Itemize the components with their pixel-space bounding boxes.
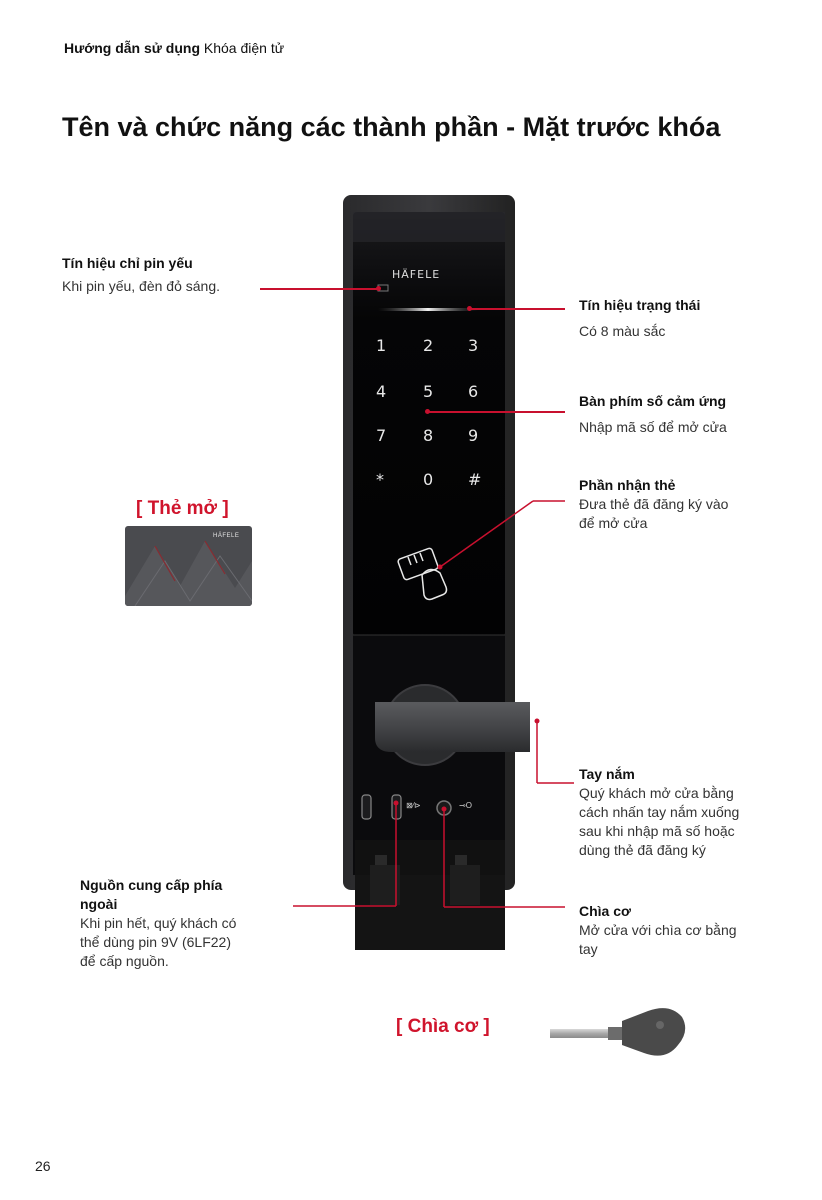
header-rest: Khóa điện tử [203, 40, 285, 56]
label-power [80, 876, 280, 971]
key-6[interactable]: 6 [468, 382, 479, 401]
key-1[interactable]: 1 [376, 336, 387, 355]
label-power-desc-2: thể dùng pin 9V (6LF22) [80, 934, 231, 950]
label-power-desc-3: để cấp nguồn. [80, 953, 169, 969]
label-key-desc-2: tay [579, 941, 598, 957]
lock-brand: HÄFELE [392, 268, 441, 281]
key-0[interactable]: 0 [423, 470, 434, 489]
leader-dot-battery [376, 286, 381, 291]
access-card [125, 526, 252, 606]
key-9[interactable]: 9 [468, 426, 479, 445]
keypad-grid [365, 330, 485, 500]
label-key-title: Chìa cơ [579, 903, 631, 919]
card-brand: HÄFELE [213, 533, 240, 539]
label-power-title-2: ngoài [80, 896, 118, 912]
card-caption: [ Thẻ mở ] [136, 498, 229, 519]
leader-dot-keypad [425, 409, 430, 414]
label-power-title-1: Nguồn cung cấp phía [80, 877, 223, 893]
page-title: Tên và chức năng các thành phần - Mặt trước khóa [62, 112, 721, 142]
label-status-title: Tín hiệu trạng thái [579, 297, 701, 313]
label-status [579, 296, 700, 341]
key-star[interactable]: * [376, 470, 384, 489]
leader-keypad [428, 411, 565, 413]
leader-power [290, 798, 410, 910]
label-handle-desc-2: cách nhấn tay nắm xuống [579, 804, 740, 820]
label-battery-desc: Khi pin yếu, đèn đỏ sáng. [62, 278, 221, 294]
running-header [64, 40, 284, 56]
status-indicator [378, 308, 478, 311]
leader-battery [260, 288, 378, 290]
label-status-desc: Có 8 màu sắc [579, 323, 666, 339]
label-handle-title: Tay nắm [579, 766, 635, 782]
label-battery [62, 254, 220, 296]
leader-key [438, 805, 568, 910]
key-caption: [ Chìa cơ ] [396, 1016, 490, 1037]
label-handle-desc-3: sau khi nhập mã số hoặc [579, 823, 735, 839]
label-power-desc-1: Khi pin hết, quý khách có [80, 915, 237, 931]
key-5[interactable]: 5 [423, 382, 434, 401]
key-8[interactable]: 8 [423, 426, 434, 445]
header-bold: Hướng dẫn sử dụng [64, 40, 200, 56]
label-card-reader-title: Phần nhận thẻ [579, 477, 676, 493]
key-symbol: ⊸O [459, 801, 472, 810]
label-card-reader-desc-1: Đưa thẻ đã đăng ký vào [579, 496, 729, 512]
label-card-reader-desc-2: để mở cửa [579, 515, 648, 531]
label-keypad-title: Bàn phím số cảm ứng [579, 393, 727, 409]
label-keypad-desc: Nhập mã số để mở cửa [579, 419, 727, 435]
key-hash[interactable]: # [468, 470, 482, 489]
label-card-reader [579, 476, 728, 533]
label-handle-desc-4: dùng thẻ đã đăng ký [579, 842, 706, 858]
leader-status [470, 308, 565, 310]
leader-card [430, 495, 570, 575]
leader-handle [530, 715, 575, 787]
page-number: 26 [35, 1158, 51, 1174]
mechanical-key-icon [548, 1003, 690, 1065]
label-key-desc-1: Mở cửa với chìa cơ bằng [579, 922, 737, 938]
key-4[interactable]: 4 [376, 382, 387, 401]
handle [375, 702, 530, 752]
label-handle [579, 765, 739, 860]
key-2[interactable]: 2 [423, 336, 434, 355]
key-3[interactable]: 3 [468, 336, 479, 355]
key-7[interactable]: 7 [376, 426, 387, 445]
label-key [579, 902, 737, 959]
label-keypad [579, 392, 727, 437]
label-battery-title: Tín hiệu chỉ pin yếu [62, 255, 193, 271]
label-handle-desc-1: Quý khách mở cửa bằng [579, 785, 734, 801]
power-symbol: ⊠⁄⊳ [406, 801, 421, 810]
leader-dot-status [467, 306, 472, 311]
